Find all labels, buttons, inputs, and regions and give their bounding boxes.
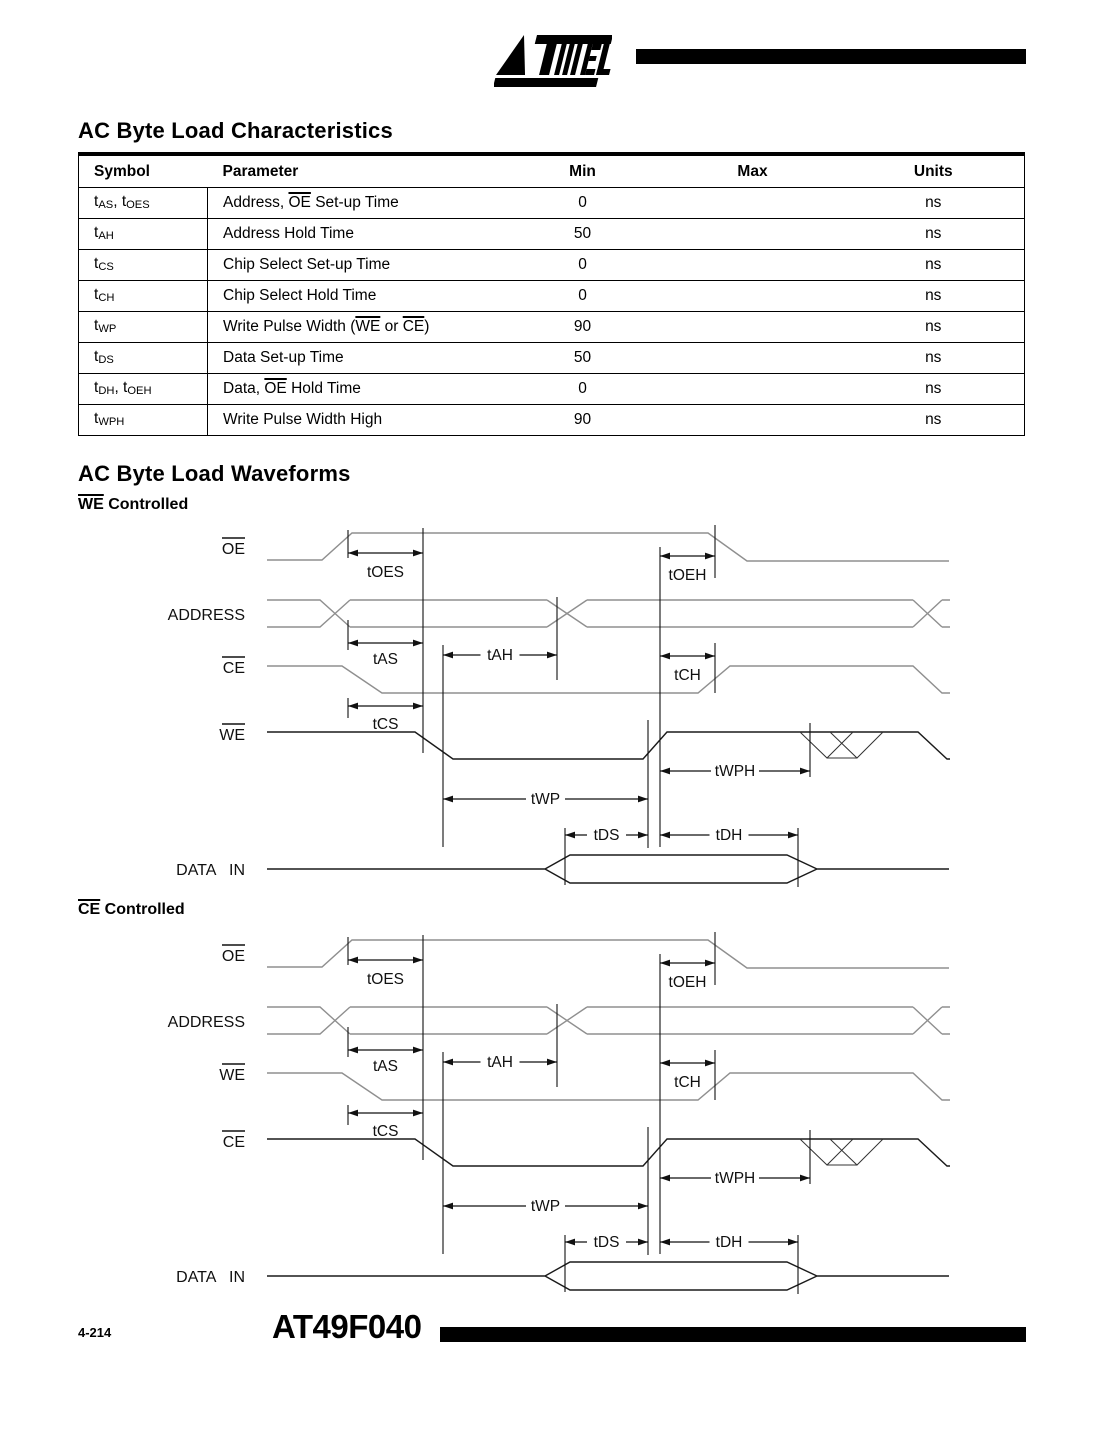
arrowhead-right-icon	[705, 960, 715, 967]
cell-max	[663, 218, 843, 249]
signal-trace	[267, 940, 949, 968]
cell-max	[663, 280, 843, 311]
cell-symbol: tDH, tOEH	[79, 373, 208, 404]
arrowhead-right-icon	[705, 1060, 715, 1067]
characteristics-table-body	[79, 187, 1025, 435]
signal-label-ce: CE	[222, 1134, 245, 1151]
table-row	[79, 187, 1025, 218]
arrowhead-left-icon	[348, 1110, 358, 1117]
cell-parameter: Write Pulse Width ($\overline{WE}$ or $\overline{CE}$)	[208, 311, 503, 342]
arrowhead-left-icon	[443, 1059, 453, 1066]
arrowhead-left-icon	[660, 832, 670, 839]
cell-parameter: Data Set-up Time	[208, 342, 503, 373]
arrowhead-left-icon	[660, 960, 670, 967]
atmel-logo	[494, 30, 612, 90]
arrowhead-right-icon	[788, 832, 798, 839]
arrowhead-right-icon	[413, 1110, 423, 1117]
cell-max	[663, 342, 843, 373]
arrowhead-left-icon	[660, 1239, 670, 1246]
timing-label-tDH: tDH	[715, 1234, 743, 1251]
col-header-max: Max	[663, 154, 843, 187]
logo-top-bar	[535, 35, 612, 44]
signal-label-ce: CE	[222, 660, 245, 677]
signal-label-address: ADDRESS	[167, 1014, 245, 1031]
col-header-symbol: Symbol	[79, 154, 208, 187]
cell-min: 0	[503, 373, 663, 404]
signal-label-oe: OE	[221, 541, 245, 558]
arrowhead-right-icon	[788, 1239, 798, 1246]
timing-label-tAH: tAH	[487, 647, 513, 664]
cell-symbol: tDS	[79, 342, 208, 373]
table-row	[79, 218, 1025, 249]
arrowhead-right-icon	[705, 653, 715, 660]
arrowhead-left-icon	[348, 703, 358, 710]
characteristics-title: AC Byte Load Characteristics	[78, 118, 393, 143]
signal-label-address: ADDRESS	[167, 607, 245, 624]
timing-label-tAS: tAS	[373, 1058, 398, 1075]
footer-rule	[440, 1327, 1026, 1342]
cell-min: 0	[503, 280, 663, 311]
signal-trace	[267, 1139, 950, 1166]
arrowhead-left-icon	[660, 1175, 670, 1182]
table-row	[79, 342, 1025, 373]
waveform-we-controlled	[150, 520, 960, 892]
signal-label-oe: OE	[221, 948, 245, 965]
arrowhead-left-icon	[660, 1060, 670, 1067]
page-number: 4-214	[78, 1325, 112, 1340]
cell-symbol: tAS, tOES	[79, 187, 208, 218]
arrowhead-left-icon	[565, 1239, 575, 1246]
col-header-parameter: Parameter	[208, 154, 503, 187]
cell-parameter: Address, $\overline{OE}$ Set-up Time	[208, 187, 503, 218]
arrowhead-right-icon	[638, 1203, 648, 1210]
arrowhead-right-icon	[638, 1239, 648, 1246]
logo-letter-a	[496, 35, 535, 75]
arrowhead-left-icon	[660, 768, 670, 775]
arrowhead-right-icon	[413, 640, 423, 647]
timing-label-tOES: tOES	[366, 564, 405, 581]
cell-units: ns	[843, 249, 1025, 280]
cell-min: 90	[503, 404, 663, 435]
arrowhead-right-icon	[547, 652, 557, 659]
cell-symbol: tCH	[79, 280, 208, 311]
cell-symbol: tCS	[79, 249, 208, 280]
signal-label-data-in: DATA IN	[176, 862, 245, 879]
characteristics-table	[78, 152, 1025, 436]
signal-label-we: WE	[219, 727, 245, 744]
waveforms-title: AC Byte Load Waveforms	[78, 461, 351, 486]
arrowhead-right-icon	[800, 768, 810, 775]
arrowhead-right-icon	[638, 796, 648, 803]
arrowhead-right-icon	[413, 550, 423, 557]
arrowhead-left-icon	[660, 653, 670, 660]
cell-max	[663, 187, 843, 218]
timing-label-tAS: tAS	[373, 651, 398, 668]
timing-label-tAH: tAH	[487, 1054, 513, 1071]
table-row	[79, 404, 1025, 435]
cell-parameter: Address Hold Time	[208, 218, 503, 249]
table-header	[79, 154, 1025, 187]
arrowhead-right-icon	[800, 1175, 810, 1182]
arrowhead-left-icon	[348, 1047, 358, 1054]
cell-max	[663, 373, 843, 404]
cell-min: 0	[503, 187, 663, 218]
signal-trace	[267, 1262, 949, 1290]
table-row	[79, 373, 1025, 404]
subtitle-we-controlled: $\overline{WE}$ Controlled	[78, 496, 189, 513]
timing-label-tOES: tOES	[366, 971, 405, 988]
cell-max	[663, 249, 843, 280]
timing-label-tCS: tCS	[372, 1123, 399, 1140]
signal-trace	[267, 533, 949, 561]
arrowhead-right-icon	[547, 1059, 557, 1066]
cell-units: ns	[843, 404, 1025, 435]
cell-min: 50	[503, 342, 663, 373]
col-header-units: Units	[843, 154, 1025, 187]
cell-units: ns	[843, 373, 1025, 404]
timing-label-tWPH: tWPH	[714, 1170, 756, 1187]
cell-units: ns	[843, 342, 1025, 373]
cell-parameter: Data, $\overline{OE}$ Hold Time	[208, 373, 503, 404]
signal-trace	[267, 732, 950, 759]
timing-label-tCH: tCH	[674, 1074, 701, 1091]
cell-max	[663, 404, 843, 435]
arrowhead-left-icon	[565, 832, 575, 839]
timing-label-tDH: tDH	[715, 827, 743, 844]
arrowhead-right-icon	[638, 832, 648, 839]
arrowhead-right-icon	[413, 957, 423, 964]
timing-label-tWP: tWP	[530, 1198, 561, 1215]
cell-parameter: Chip Select Hold Time	[208, 280, 503, 311]
cell-symbol: tAH	[79, 218, 208, 249]
cell-parameter: Chip Select Set-up Time	[208, 249, 503, 280]
timing-label-tWPH: tWPH	[714, 763, 756, 780]
dont-care-hatch	[800, 1139, 883, 1165]
table-row	[79, 311, 1025, 342]
cell-min: 90	[503, 311, 663, 342]
arrowhead-right-icon	[705, 553, 715, 560]
logo-bottom-bar	[494, 78, 598, 87]
signal-trace	[267, 855, 949, 883]
signal-label-we: WE	[219, 1067, 245, 1084]
waveform-ce-controlled	[150, 927, 960, 1299]
timing-label-tDS: tDS	[593, 1234, 620, 1251]
arrowhead-left-icon	[348, 550, 358, 557]
cell-units: ns	[843, 311, 1025, 342]
cell-units: ns	[843, 218, 1025, 249]
logo-letter-t	[539, 44, 557, 75]
table-row	[79, 249, 1025, 280]
cell-symbol: tWP	[79, 311, 208, 342]
timing-label-tOEH: tOEH	[668, 974, 707, 991]
timing-label-tCH: tCH	[674, 667, 701, 684]
arrowhead-right-icon	[413, 703, 423, 710]
part-number: AT49F040	[272, 1308, 422, 1345]
cell-units: ns	[843, 187, 1025, 218]
timing-label-tDS: tDS	[593, 827, 620, 844]
cell-units: ns	[843, 280, 1025, 311]
signal-trace	[267, 600, 950, 627]
arrowhead-left-icon	[443, 1203, 453, 1210]
cell-min: 50	[503, 218, 663, 249]
signal-label-data-in: DATA IN	[176, 1269, 245, 1286]
header-rule	[636, 49, 1026, 64]
dont-care-hatch	[800, 732, 883, 758]
arrowhead-left-icon	[348, 957, 358, 964]
signal-trace	[267, 1073, 950, 1100]
cell-min: 0	[503, 249, 663, 280]
signal-trace	[267, 666, 950, 693]
arrowhead-left-icon	[443, 652, 453, 659]
timing-label-tCS: tCS	[372, 716, 399, 733]
arrowhead-left-icon	[660, 553, 670, 560]
cell-parameter: Write Pulse Width High	[208, 404, 503, 435]
cell-symbol: tWPH	[79, 404, 208, 435]
arrowhead-left-icon	[443, 796, 453, 803]
arrowhead-left-icon	[348, 640, 358, 647]
signal-trace	[267, 1007, 950, 1034]
arrowhead-right-icon	[413, 1047, 423, 1054]
subtitle-ce-controlled: $\overline{CE}$ Controlled	[78, 901, 185, 918]
cell-max	[663, 311, 843, 342]
col-header-min: Min	[503, 154, 663, 187]
timing-label-tWP: tWP	[530, 791, 561, 808]
table-row	[79, 280, 1025, 311]
timing-label-tOEH: tOEH	[668, 567, 707, 584]
